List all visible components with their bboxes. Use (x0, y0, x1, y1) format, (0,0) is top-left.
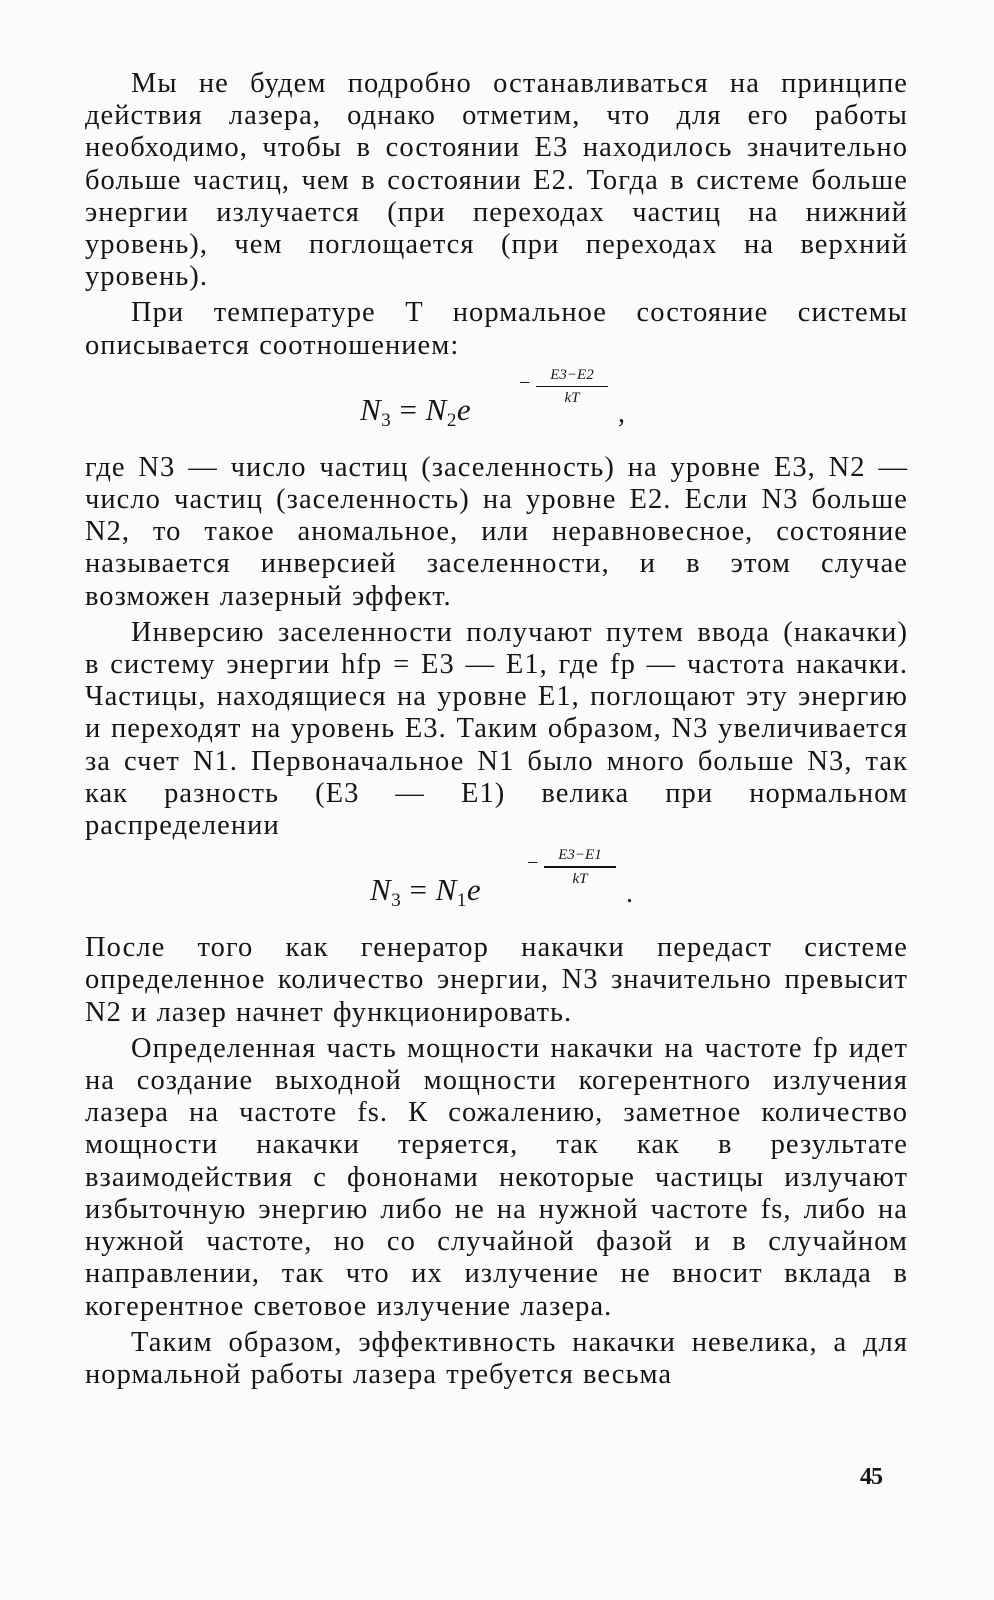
page-text-column (85, 68, 908, 1391)
paragraph-laser-principle: Мы не будем подробно останавливаться на принципе действия лазера, однако отметим, что для его работы необходимо, чтобы в состоянии E3 находилось значительно больше частиц, чем в состоянии E2. Тогда в системе больше энергии излучается (при переходах частиц на нижний уровень), чем поглощается (при переходах на верхний уровень). (85, 68, 908, 293)
paragraph-temperature: При температуре T нормальное состояние системы описывается соотношением: (85, 297, 908, 361)
formula-boltzmann-n3-n1 (85, 842, 908, 932)
formula-2-base: N3 = N1e (370, 872, 482, 912)
formula-2-exponent: E3−E1 kT (544, 846, 616, 887)
formula-1-base: N3 = N2e (360, 391, 472, 431)
formula-1-exponent-minus: − (519, 371, 531, 394)
formula-1-exponent: E3−E2 kT (536, 366, 608, 407)
paragraph-pump-power-loss: Определенная часть мощности накачки на частоте fp идет на создание выходной мощности когерентного излучения лазера на частоте fs. К сожалению, заметное количество мощности накачки теряется, так как в результате взаимодействия с фононами некоторые частицы излучают избыточную энергию либо не на нужной частоте fs, либо на нужной частоте, но со случайной фазой и в случайном направлении, так что их излучение не вносит вклада в когерентное световое излучение лазера. (85, 1032, 908, 1322)
page-number: 45 (860, 1464, 882, 1490)
formula-2-period: . (626, 878, 633, 910)
paragraph-pumping: Инверсию заселенности получают путем ввода (накачки) в систему энергии hfp = E3 — E1, где fp — частота накачки. Частицы, находящиеся на уровне E1, поглощают эту энергию и переходят на уровень E3. Таким образом, N3 увеличивается за счет N1. Первоначальное N1 было много больше N3, так как разность (E3 — E1) велика при нормальном распределении (85, 616, 908, 842)
formula-2-exponent-minus: − (527, 852, 539, 875)
formula-boltzmann-n3-n2 (85, 362, 908, 452)
paragraph-efficiency: Таким образом, эффективность накачки невелика, а для нормальной работы лазера требуется весьма (85, 1326, 908, 1390)
formula-1-comma: , (618, 397, 625, 429)
paragraph-generator-transfer: После того как генератор накачки передаст системе определенное количество энергии, N3 значительно превысит N2 и лазер начнет функционировать. (85, 932, 908, 1028)
paragraph-population-definition: где N3 — число частиц (заселенность) на уровне E3, N2 — число частиц (заселенность) на уровне E2. Если N3 больше N2, то такое аномальное, или неравновесное, состояние называется инверсией заселенности, и в этом случае возможен лазерный эффект. (85, 451, 908, 612)
